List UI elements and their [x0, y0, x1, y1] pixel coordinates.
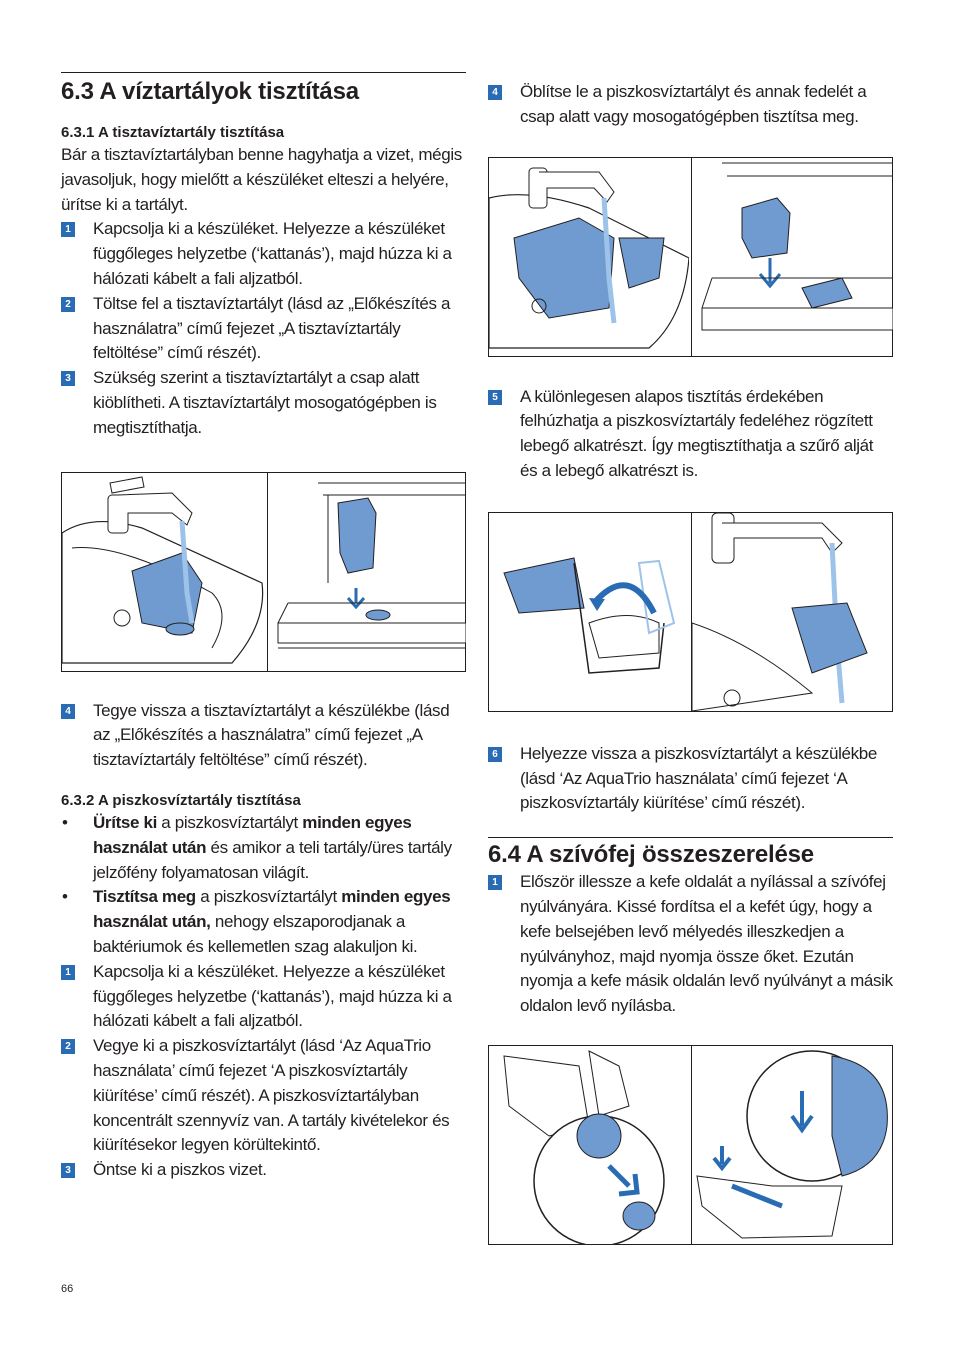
step-text: Vegye ki a piszkosvíztartályt (lásd ‘Az AquaTrio használata’ című fejezet ‘A piszkosvíztartály kiürítése’ című részét). A piszkosvíztartályban koncentrált szennyvíz van. A tartály kivételekor és kiürítésekor legyen körültekintő.: [93, 1036, 450, 1155]
left-column: [61, 72, 466, 1183]
dishwasher-dirty-tank-icon: [692, 158, 893, 356]
bullet-bold-text: Ürítse ki: [93, 812, 157, 832]
step-item: [61, 1158, 466, 1183]
bullet-bold-text: minden egyes használat után: [93, 812, 412, 857]
bullet-item: [61, 885, 466, 959]
section-rule: [488, 837, 893, 838]
step-item: [488, 80, 893, 130]
bullet-text: és amikor a teli tartály/üres tartály jelzőfény folyamatosan világít.: [93, 837, 452, 882]
bullet-text: nehogy elszaporodjanak a baktériumok és kellemetlen szag alakuljon ki.: [93, 912, 418, 956]
section-6-3-title: 6.3 A víztartályok tisztítása: [61, 78, 359, 105]
step-number-badge: 2: [61, 297, 75, 312]
step-text: A különlegesen alapos tisztítás érdekében felhúzhatja a piszkosvíztartály fedeléhez rögzített lebegő alkatrészt. Így megtisztíthatja a szűrő alját és a lebegő alkatrészt is.: [520, 386, 874, 480]
step-text: Kapcsolja ki a készüléket. Helyezze a készüléket függőleges helyzetbe (‘kattanás’), majd húzza ki a hálózati kábelt a fali aljzatból.: [93, 219, 452, 288]
step-text: Öntse ki a piszkos vizet.: [93, 1160, 267, 1180]
subsection-6-3-1-title: 6.3.1 A tisztavíztartály tisztítása: [61, 124, 285, 141]
press-brush-icon: [692, 1046, 893, 1244]
step-item: [488, 870, 893, 1019]
step-number-badge: 6: [488, 747, 502, 762]
step-text: Töltse fel a tisztavíztartályt (lásd az „Előkészítés a használatra” című fejezet „A tisztavíztartály feltöltése” című részét).: [93, 293, 451, 363]
section-rule: [61, 72, 466, 73]
dishwasher-tank-icon: [268, 473, 466, 671]
right-column: [488, 72, 893, 1245]
nozzle-assembly-illustration: [488, 1045, 893, 1245]
step-number-badge: 3: [61, 371, 75, 386]
bullet-bold-text: minden egyes használat után,: [93, 887, 451, 932]
step-number-badge: 2: [61, 1039, 75, 1054]
bullet-text: a piszkosvíztartályt: [195, 887, 342, 907]
clean-tank-illustration: [61, 472, 466, 672]
step-item: [61, 292, 466, 366]
step-text: Öblítse le a piszkosvíztartályt és annak fedelét a csap alatt vagy mosogatógépben tisztítsa meg.: [520, 82, 867, 126]
step-number-badge: 1: [488, 875, 502, 890]
step-item: [61, 217, 466, 291]
subsection-6-3-2-title: 6.3.2 A piszkosvíztartály tisztítása: [61, 791, 301, 809]
float-part-illustration: [488, 512, 893, 712]
step-text: Helyezze vissza a piszkosvíztartályt a készülékbe (lásd ‘Az AquaTrio használata’ című fejezet ‘A piszkosvíztartály kiürítése’ című részét).: [520, 743, 877, 813]
page-number: 66: [61, 1283, 74, 1295]
tap-rinse-icon: [62, 473, 266, 671]
dirty-tank-rinse-illustration: [488, 157, 893, 357]
rinse-filter-icon: [692, 513, 893, 711]
tap-rinse-dirty-tank-icon: [489, 158, 689, 356]
bullet-bold-text: Tisztítsa meg: [93, 887, 196, 907]
step-item: [488, 385, 893, 484]
step-text: Tegye vissza a tisztavíztartályt a készülékbe (lásd az „Előkészítés a használatra” című fejezet „A tisztavíztartály feltöltése” című részét).: [93, 700, 450, 770]
step-number-badge: 1: [61, 222, 75, 237]
bullet-dot: •: [62, 812, 68, 832]
step-item: [61, 960, 466, 1034]
step-text: Először illessze a kefe oldalát a nyílással a szívófej nyúlványára. Kissé fordítsa el a kefét úgy, hogy a kefe belsejében levő mélyedés illeszkedjen a nyúlványhoz, majd nyomja össze őket. Ezután nyomja a kefe másik oldalán levő nyúlványt a másik oldalon levő nyílásba.: [520, 872, 893, 1016]
step-text: Kapcsolja ki a készüléket. Helyezze a készüléket függőleges helyzetbe (‘kattanás’), majd húzza ki a hálózati kábelt a fali aljzatból.: [93, 961, 452, 1031]
step-number-badge: 4: [488, 85, 502, 100]
step-text: Szükség szerint a tisztavíztartályt a csap alatt kiöblítheti. A tisztavíztartályt mosogatógépben is megtisztíthatja.: [93, 368, 437, 437]
step-item: [61, 699, 466, 773]
attach-brush-icon: [489, 1046, 689, 1244]
bullet-text: a piszkosvíztartályt: [156, 812, 303, 832]
step-number-badge: 5: [488, 390, 502, 405]
step-number-badge: 4: [61, 704, 75, 719]
bullet-dot: •: [62, 887, 68, 907]
lift-float-icon: [489, 513, 689, 711]
step-item: [488, 742, 893, 816]
bullet-item: [61, 811, 466, 885]
subsection-6-3-1-intro: Bár a tisztavíztartályban benne hagyhatja a vizet, mégis javasoljuk, hogy mielőtt a készüléket elteszi a helyére, ürítse ki a tartályt.: [61, 145, 462, 214]
step-number-badge: 1: [61, 965, 75, 980]
section-6-4-title: 6.4 A szívófej összeszerelése: [488, 841, 814, 869]
step-number-badge: 3: [61, 1163, 75, 1178]
step-item: [61, 366, 466, 440]
step-item: [61, 1034, 466, 1158]
